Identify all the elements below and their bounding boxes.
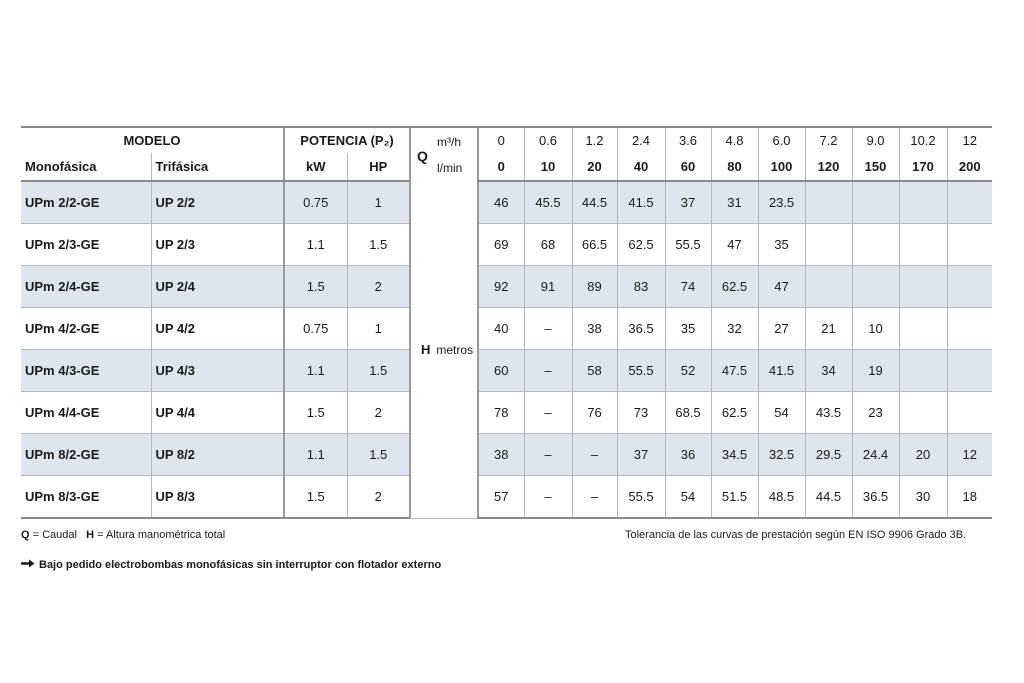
head-value: 57 xyxy=(478,476,524,519)
table-row xyxy=(21,308,992,350)
flow-m3h: 2.4 xyxy=(617,127,665,153)
head-value: 34 xyxy=(805,350,852,392)
head-value: 41.5 xyxy=(758,350,805,392)
head-value xyxy=(947,224,992,266)
head-value: 37 xyxy=(665,181,711,224)
model-monofasica: UPm 8/3-GE xyxy=(21,476,151,519)
table-row xyxy=(21,181,992,224)
flow-lmin: 60 xyxy=(665,153,711,181)
flow-lmin: 100 xyxy=(758,153,805,181)
head-value: 34.5 xyxy=(711,434,758,476)
power-kw: 0.75 xyxy=(284,181,347,224)
tolerance-note: Tolerancia de las curvas de prestación según EN ISO 9906 Grado 3B. xyxy=(625,529,967,541)
head-value: 91 xyxy=(524,266,572,308)
modelo-header: MODELO xyxy=(21,127,284,153)
head-value: 62.5 xyxy=(617,224,665,266)
head-value: 18 xyxy=(947,476,992,519)
head-value: 37 xyxy=(617,434,665,476)
kw-header: kW xyxy=(284,153,347,181)
flow-m3h: 1.2 xyxy=(572,127,617,153)
head-value: 36.5 xyxy=(852,476,899,519)
power-hp: 1 xyxy=(347,181,410,224)
head-value: 89 xyxy=(572,266,617,308)
head-value: 78 xyxy=(478,392,524,434)
header-row-1 xyxy=(21,127,992,153)
head-value xyxy=(947,266,992,308)
power-kw: 1.1 xyxy=(284,434,347,476)
head-value: 43.5 xyxy=(805,392,852,434)
head-value: – xyxy=(524,350,572,392)
head-value: 54 xyxy=(758,392,805,434)
head-value: 38 xyxy=(572,308,617,350)
legend-q-text: = Caudal xyxy=(29,529,77,541)
model-trifasica: UP 8/2 xyxy=(151,434,284,476)
head-value: 32.5 xyxy=(758,434,805,476)
head-value: 62.5 xyxy=(711,266,758,308)
model-monofasica: UPm 8/2-GE xyxy=(21,434,151,476)
legend-h-letter: H xyxy=(86,529,95,541)
power-hp: 1.5 xyxy=(347,434,410,476)
head-value: 76 xyxy=(572,392,617,434)
head-value xyxy=(805,266,852,308)
head-value: 60 xyxy=(478,350,524,392)
flow-m3h: 7.2 xyxy=(805,127,852,153)
table-row xyxy=(21,434,992,476)
model-monofasica: UPm 4/3-GE xyxy=(21,350,151,392)
head-value xyxy=(805,224,852,266)
right-arrow-icon xyxy=(21,559,35,571)
head-value xyxy=(899,266,947,308)
legend xyxy=(21,529,225,541)
head-value: 44.5 xyxy=(572,181,617,224)
legend-q-letter: Q xyxy=(21,529,30,541)
trifasica-header: Trifásica xyxy=(151,153,284,181)
head-value xyxy=(947,181,992,224)
q-unit-lmin: l/min xyxy=(437,160,463,175)
flow-m3h: 0 xyxy=(478,127,524,153)
power-kw: 1.1 xyxy=(284,350,347,392)
flow-m3h: 3.6 xyxy=(665,127,711,153)
flow-m3h: 9.0 xyxy=(852,127,899,153)
head-value xyxy=(805,181,852,224)
head-value: 68.5 xyxy=(665,392,711,434)
head-value: – xyxy=(572,476,617,519)
head-value xyxy=(899,308,947,350)
head-value: 58 xyxy=(572,350,617,392)
power-hp: 2 xyxy=(347,476,410,519)
flow-lmin: 200 xyxy=(947,153,992,181)
head-value xyxy=(899,181,947,224)
head-value: 47 xyxy=(758,266,805,308)
head-value: 24.4 xyxy=(852,434,899,476)
head-value: 66.5 xyxy=(572,224,617,266)
head-value: 19 xyxy=(852,350,899,392)
head-value: 73 xyxy=(617,392,665,434)
head-value: 35 xyxy=(665,308,711,350)
head-value xyxy=(947,308,992,350)
table-row xyxy=(21,476,992,519)
model-trifasica: UP 2/4 xyxy=(151,266,284,308)
head-letter: H xyxy=(421,341,431,357)
head-value: 35 xyxy=(758,224,805,266)
head-value xyxy=(852,181,899,224)
order-note-text: Bajo pedido electrobombas monofásicas sin interruptor con flotador externo xyxy=(39,559,442,571)
flow-lmin: 80 xyxy=(711,153,758,181)
model-monofasica: UPm 4/4-GE xyxy=(21,392,151,434)
head-value: 69 xyxy=(478,224,524,266)
head-value: 32 xyxy=(711,308,758,350)
head-value: – xyxy=(524,308,572,350)
model-monofasica: UPm 2/3-GE xyxy=(21,224,151,266)
head-unit: metros xyxy=(436,342,474,357)
head-value xyxy=(899,392,947,434)
q-unit-m3h: m³/h xyxy=(437,134,461,149)
head-value: – xyxy=(524,434,572,476)
power-hp: 2 xyxy=(347,392,410,434)
head-value: 48.5 xyxy=(758,476,805,519)
head-value: 27 xyxy=(758,308,805,350)
flow-m3h: 0.6 xyxy=(524,127,572,153)
flow-m3h: 4.8 xyxy=(711,127,758,153)
flow-lmin: 40 xyxy=(617,153,665,181)
header-row-2 xyxy=(21,153,992,181)
flow-lmin: 20 xyxy=(572,153,617,181)
model-trifasica: UP 4/3 xyxy=(151,350,284,392)
head-value: 83 xyxy=(617,266,665,308)
flow-m3h: 12 xyxy=(947,127,992,153)
head-value: 20 xyxy=(899,434,947,476)
head-value: 36 xyxy=(665,434,711,476)
head-value: 23.5 xyxy=(758,181,805,224)
legend-h-text: = Altura manométrica total xyxy=(94,529,226,541)
table-row xyxy=(21,392,992,434)
head-value xyxy=(899,350,947,392)
power-hp: 1 xyxy=(347,308,410,350)
head-value: 51.5 xyxy=(711,476,758,519)
head-value xyxy=(852,224,899,266)
head-value: 74 xyxy=(665,266,711,308)
flow-m3h: 10.2 xyxy=(899,127,947,153)
model-monofasica: UPm 2/2-GE xyxy=(21,181,151,224)
model-monofasica: UPm 2/4-GE xyxy=(21,266,151,308)
model-trifasica: UP 8/3 xyxy=(151,476,284,519)
power-kw: 1.5 xyxy=(284,476,347,519)
potencia-header: POTENCIA (P₂) xyxy=(284,127,410,153)
table-row xyxy=(21,266,992,308)
model-trifasica: UP 2/3 xyxy=(151,224,284,266)
head-value: 30 xyxy=(899,476,947,519)
power-kw: 1.1 xyxy=(284,224,347,266)
head-value: 55.5 xyxy=(617,350,665,392)
flow-lmin: 0 xyxy=(478,153,524,181)
flow-lmin: 120 xyxy=(805,153,852,181)
model-trifasica: UP 4/4 xyxy=(151,392,284,434)
head-value: 36.5 xyxy=(617,308,665,350)
flow-lmin: 10 xyxy=(524,153,572,181)
head-value: 23 xyxy=(852,392,899,434)
flow-m3h: 6.0 xyxy=(758,127,805,153)
head-value: 40 xyxy=(478,308,524,350)
power-kw: 1.5 xyxy=(284,392,347,434)
head-value: 41.5 xyxy=(617,181,665,224)
head-label-cell xyxy=(410,181,478,518)
head-value: 29.5 xyxy=(805,434,852,476)
head-value: 44.5 xyxy=(805,476,852,519)
head-value: 68 xyxy=(524,224,572,266)
q-units-header xyxy=(410,127,478,181)
head-value: 55.5 xyxy=(617,476,665,519)
head-value: – xyxy=(524,392,572,434)
power-kw: 1.5 xyxy=(284,266,347,308)
head-value: – xyxy=(572,434,617,476)
head-value xyxy=(947,392,992,434)
hp-header: HP xyxy=(347,153,410,181)
head-value: 21 xyxy=(805,308,852,350)
power-hp: 2 xyxy=(347,266,410,308)
table-row xyxy=(21,224,992,266)
model-trifasica: UP 4/2 xyxy=(151,308,284,350)
monofasica-header: Monofásica xyxy=(21,153,151,181)
head-value xyxy=(947,350,992,392)
head-value: 38 xyxy=(478,434,524,476)
head-value: 10 xyxy=(852,308,899,350)
flow-lmin: 150 xyxy=(852,153,899,181)
model-trifasica: UP 2/2 xyxy=(151,181,284,224)
head-value xyxy=(899,224,947,266)
power-hp: 1.5 xyxy=(347,350,410,392)
order-note xyxy=(21,559,441,571)
head-value: 31 xyxy=(711,181,758,224)
model-monofasica: UPm 4/2-GE xyxy=(21,308,151,350)
head-value: 54 xyxy=(665,476,711,519)
pump-performance-table xyxy=(21,126,992,519)
head-value: 46 xyxy=(478,181,524,224)
flow-lmin: 170 xyxy=(899,153,947,181)
power-kw: 0.75 xyxy=(284,308,347,350)
head-value xyxy=(852,266,899,308)
head-value: 45.5 xyxy=(524,181,572,224)
head-value: 92 xyxy=(478,266,524,308)
table-row xyxy=(21,350,992,392)
head-value: 47 xyxy=(711,224,758,266)
q-letter: Q xyxy=(417,147,428,164)
head-value: 47.5 xyxy=(711,350,758,392)
head-value: 55.5 xyxy=(665,224,711,266)
head-value: – xyxy=(524,476,572,519)
head-value: 52 xyxy=(665,350,711,392)
power-hp: 1.5 xyxy=(347,224,410,266)
head-value: 62.5 xyxy=(711,392,758,434)
head-value: 12 xyxy=(947,434,992,476)
